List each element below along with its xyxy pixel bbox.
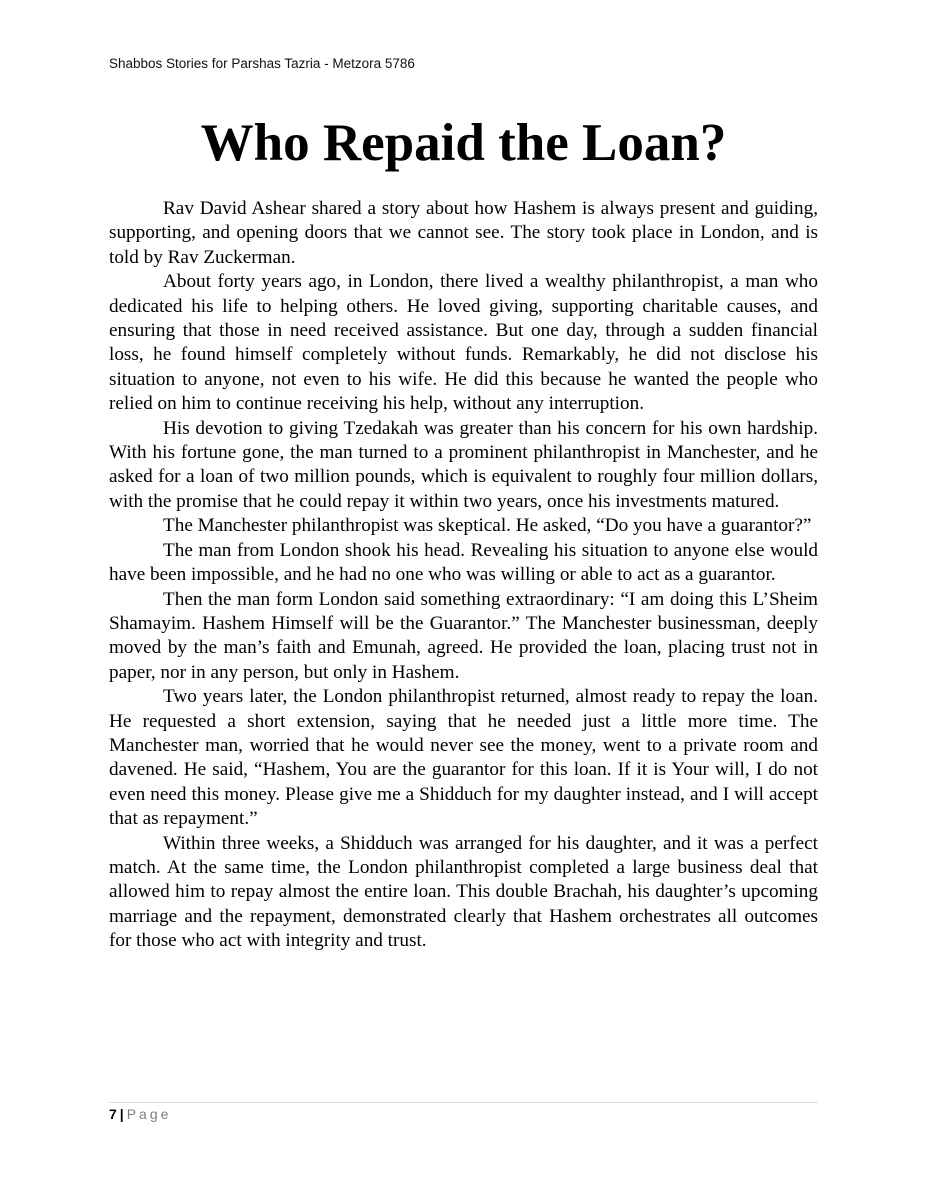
page-header: Shabbos Stories for Parshas Tazria - Metzora 5786: [109, 56, 415, 71]
paragraph: Two years later, the London philanthropist returned, almost ready to repay the loan. He requested a short extension, saying that he needed just a little more time. The Manchester man, worried that he would never see the money, went to a private room and davened. He said, “Hashem, You are the guarantor for this loan. If it is Your will, I do not even need this money. Please give me a Shidduch for my daughter instead, and I will accept that as repayment.”: [109, 686, 818, 830]
paragraph: About forty years ago, in London, there lived a wealthy philanthropist, a man who dedicated his life to helping others. He loved giving, supporting charitable causes, and ensuring that those in need received assistance. But one day, through a sudden financial loss, he found himself completely without funds. Remarkably, he did not disclose his situation to anyone, not even to his wife. He did this because he wanted the people who relied on him to continue receiving his help, without any interruption.: [109, 271, 818, 415]
paragraph: Rav David Ashear shared a story about how Hashem is always present and guiding, supporting, and opening doors that we cannot see. The story took place in London, and is told by Rav Zuckerman.: [109, 198, 818, 268]
page-number: 7: [109, 1106, 117, 1122]
story-body: [109, 197, 818, 954]
page-label: Page: [126, 1106, 172, 1122]
footer-divider: [109, 1102, 818, 1103]
story-title: Who Repaid the Loan?: [200, 114, 727, 172]
paragraph: The Manchester philanthropist was skeptical. He asked, “Do you have a guarantor?”: [163, 515, 812, 537]
page-footer: [109, 1106, 171, 1122]
paragraph: The man from London shook his head. Revealing his situation to anyone else would have been impossible, and he had no one who was willing or able to act as a guarantor.: [109, 539, 818, 586]
paragraph: His devotion to giving Tzedakah was greater than his concern for his own hardship. With his fortune gone, the man turned to a prominent philanthropist in Manchester, and he asked for a loan of two million pounds, which is equivalent to roughly four million dollars, with the promise that he could repay it within two years, once his investments matured.: [109, 417, 818, 512]
paragraph: Within three weeks, a Shidduch was arranged for his daughter, and it was a perfect match. At the same time, the London philanthropist completed a large business deal that allowed him to repay almost the entire loan. This double Brachah, his daughter’s upcoming marriage and the repayment, demonstrated clearly that Hashem orchestrates all outcomes for those who act with integrity and trust.: [109, 832, 818, 952]
paragraph: Then the man form London said something extraordinary: “I am doing this L’Sheim Shamayim. Hashem Himself will be the Guarantor.” The Manchester businessman, deeply moved by the man’s faith and Emunah, agreed. He provided the loan, placing trust not in paper, nor in any person, but only in Hashem.: [109, 588, 818, 683]
footer-separator: |: [119, 1106, 124, 1122]
